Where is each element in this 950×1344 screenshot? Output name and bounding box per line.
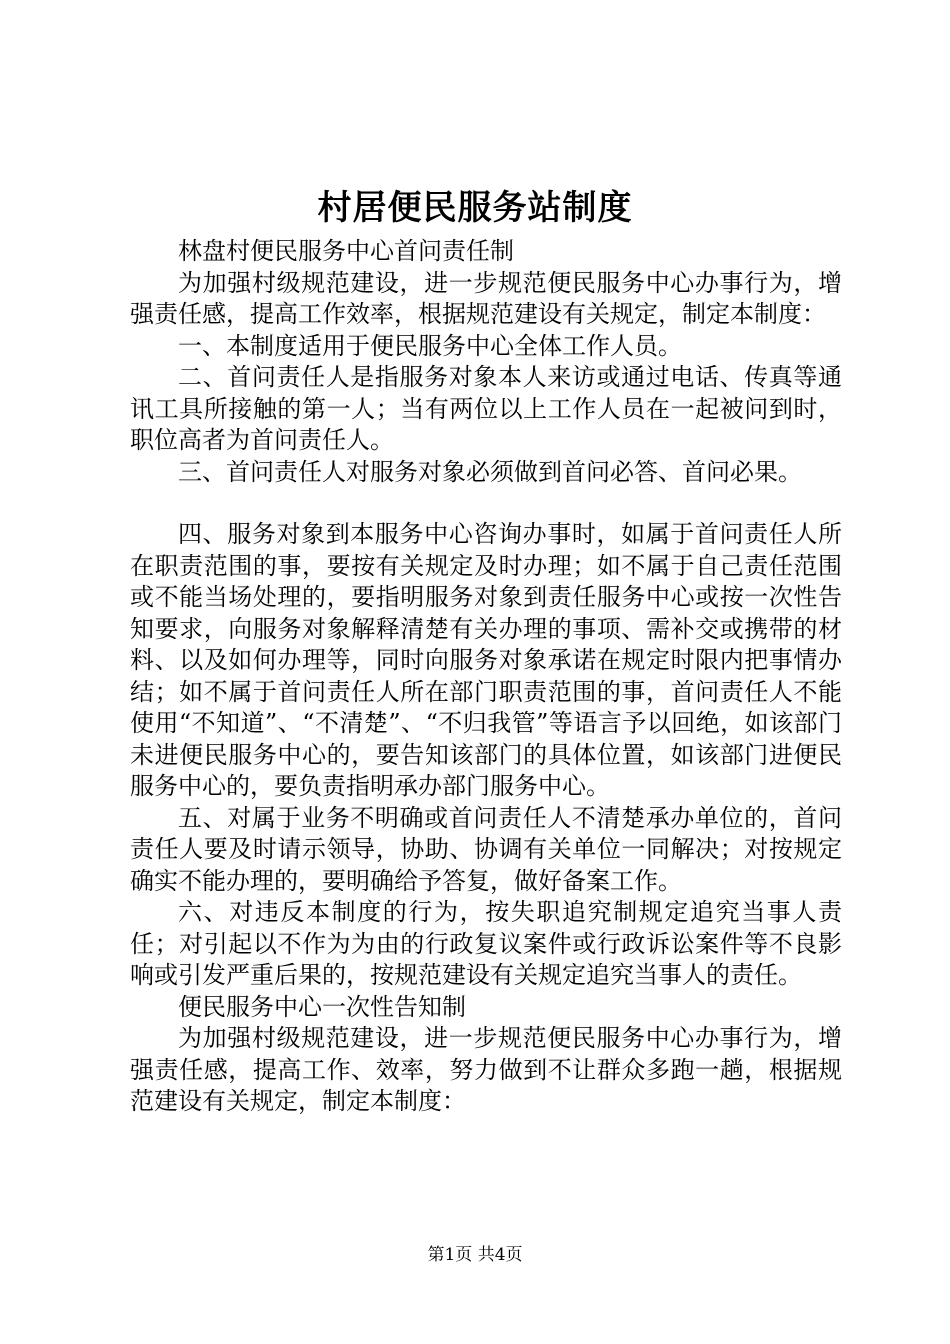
document-title: 村居便民服务站制度 [317,188,633,228]
paragraph: 四、服务对象到本服务中心咨询办事时，如属于首问责任人所在职责范围的事，要按有关规定及时办理；如不属于自己责任范围或不能当场处理的，要指明服务对象到责任服务中心或按一次性告知要求，向服务对象解释清楚有关办理的事项、需补交或携带的材料、以及如何办理等，同时向服务对象承诺在规定时限内把事情办结；如不属于首问责任人所在部门职责范围的事，首问责任人不能使用“不知道”、“不清楚”、“不归我管”等语言予以回绝，如该部门未进便民服务中心的，要告知该部门的具体位置，如该部门进便民服务中心的，要负责指明承办部门服务中心。 [130,520,842,800]
paragraph: 为加强村级规范建设，进一步规范便民服务中心办事行为，增强责任感，提高工作、效率，努力做到不让群众多跑一趟，根据规范建设有关规定，制定本制度： [130,1024,842,1115]
paragraph: 五、对属于业务不明确或首问责任人不清楚承办单位的，首问责任人要及时请示领导，协助、协调有关单位一同解决；对按规定确实不能办理的，要明确给予答复，做好备案工作。 [130,803,842,895]
paragraph: 六、对违反本制度的行为，按失职追究制规定追究当事人责任；对引起以不作为为由的行政复议案件或行政诉讼案件等不良影响或引发严重后果的，按规范建设有关规定追究当事人的责任。 [130,898,842,989]
document-body [130,236,842,1118]
section-heading: 林盘村便民服务中心首问责任制 [178,237,514,265]
paragraph: 二、首问责任人是指服务对象本人来访或通过电话、传真等通讯工具所接触的第一人；当有两位以上工作人员在一起被问到时，职位高者为首问责任人。 [130,363,842,454]
paragraph: 三、首问责任人对服务对象必须做到首问必答、首问必果。 [178,457,802,486]
section-heading: 便民服务中心一次性告知制 [178,992,466,1021]
page-footer: 第1页 共4页 [427,1245,523,1265]
paragraph: 一、本制度适用于便民服务中心全体工作人员。 [178,331,682,360]
paragraph: 为加强村级规范建设，进一步规范便民服务中心办事行为，增强责任感，提高工作效率，根据规范建设有关规定，制定本制度： [130,268,842,328]
